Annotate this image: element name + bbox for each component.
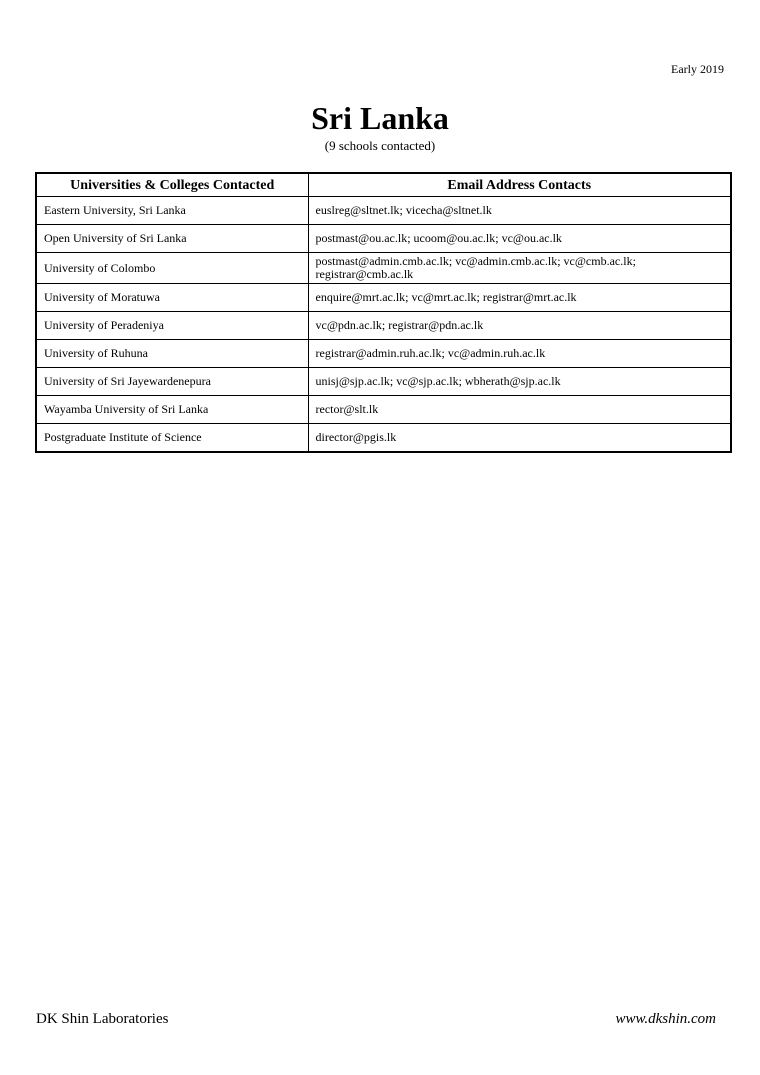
school-name: Open University of Sri Lanka [36, 225, 308, 253]
email-contacts: registrar@admin.ruh.ac.lk; vc@admin.ruh.ac.lk [308, 340, 731, 368]
email-contacts: vc@pdn.ac.lk; registrar@pdn.ac.lk [308, 312, 731, 340]
email-contacts: unisj@sjp.ac.lk; vc@sjp.ac.lk; wbherath@sjp.ac.lk [308, 368, 731, 396]
footer-website: www.dkshin.com [615, 1011, 716, 1027]
school-name: Wayamba University of Sri Lanka [36, 396, 308, 424]
document-date: Early 2019 [671, 62, 724, 76]
school-name: University of Sri Jayewardenepura [36, 368, 308, 396]
email-contacts: euslreg@sltnet.lk; vicecha@sltnet.lk [308, 197, 731, 225]
table-row [36, 225, 731, 253]
column-header-schools: Universities & Colleges Contacted [36, 173, 308, 197]
table-row [36, 396, 731, 424]
email-contacts: rector@slt.lk [308, 396, 731, 424]
table-row [36, 340, 731, 368]
email-contacts: director@pgis.lk [308, 424, 731, 453]
page-title: Sri Lanka [311, 100, 449, 136]
school-name: University of Peradeniya [36, 312, 308, 340]
table-header-row [36, 173, 731, 197]
school-name: Eastern University, Sri Lanka [36, 197, 308, 225]
table-row [36, 368, 731, 396]
email-contacts: postmast@admin.cmb.ac.lk; vc@admin.cmb.ac.lk; vc@cmb.ac.lk; registrar@cmb.ac.lk [308, 253, 731, 284]
footer-organization: DK Shin Laboratories [36, 1011, 169, 1027]
table-row [36, 424, 731, 453]
table-row [36, 253, 731, 284]
school-name: Postgraduate Institute of Science [36, 424, 308, 453]
table-row [36, 197, 731, 225]
column-header-emails: Email Address Contacts [308, 173, 731, 197]
table-row [36, 312, 731, 340]
email-contacts: enquire@mrt.ac.lk; vc@mrt.ac.lk; registrar@mrt.ac.lk [308, 284, 731, 312]
school-name: University of Moratuwa [36, 284, 308, 312]
school-name: University of Colombo [36, 253, 308, 284]
school-name: University of Ruhuna [36, 340, 308, 368]
contacts-table [35, 172, 732, 453]
page-subtitle: (9 schools contacted) [324, 138, 436, 153]
email-contacts: postmast@ou.ac.lk; ucoom@ou.ac.lk; vc@ou.ac.lk [308, 225, 731, 253]
table-row [36, 284, 731, 312]
